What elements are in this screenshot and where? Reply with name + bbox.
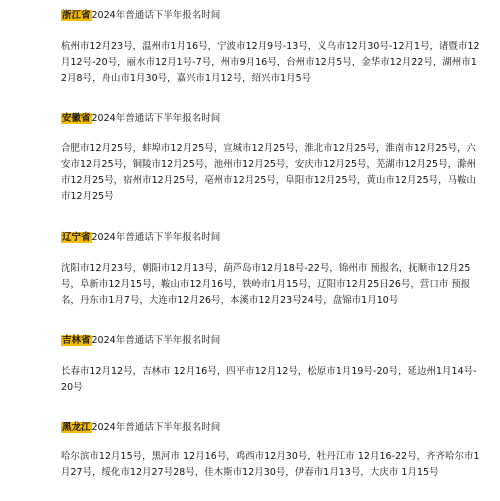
- heading-title: 2024年普通话下半年报名时间: [91, 113, 221, 124]
- heading-title: 2024年普通话下半年报名时间: [91, 422, 221, 433]
- province-label: 吉林省: [62, 335, 91, 346]
- section-liaoning: [61, 231, 481, 306]
- heading-title: 2024年普通话下半年报名时间: [91, 10, 221, 21]
- section-heading: [61, 421, 481, 434]
- section-zhejiang: [61, 9, 481, 84]
- province-label: 黑龙江: [62, 422, 91, 433]
- section-body: 哈尔滨市12月15号，黑河市 12月16号，鸡西市12月30号，牡丹江市 12月16-22号，齐齐哈尔市1月27号，绥化市12月27号28号，佳木斯市12月30号，伊春市1月13号，大庆市 1月15号: [61, 451, 480, 478]
- province-label: 辽宁省: [62, 232, 91, 243]
- heading-title: 2024年普通话下半年报名时间: [91, 232, 221, 243]
- section-body: 合肥市12月25号，蚌埠市12月25号，宣城市12月25号，淮北市12月25号，淮南市12月25号，六安市12月25号，铜陵市12月25号，池州市12月25号，安庆市12月25号，芜湖市12月25号，滁州市12月25号，宿州市12月25号，亳州市12月25号，阜阳市12月25号，黄山市12月25号，马鞍山市12月25号: [61, 143, 477, 202]
- section-heading: [61, 112, 481, 125]
- section-jilin: [61, 334, 481, 393]
- section-heading: [61, 231, 481, 244]
- section-heading: [61, 334, 481, 347]
- section-anhui: [61, 112, 481, 202]
- province-label: 安徽省: [62, 113, 91, 124]
- heading-title: 2024年普通话下半年报名时间: [91, 335, 221, 346]
- section-body: 长春市12月12号，吉林市 12月16号，四平市12月12号，松原市1月19号-20号，延边州1月14号-20号: [61, 366, 477, 393]
- section-heilongjiang: [61, 421, 481, 478]
- section-body: 杭州市12月23号，温州市1月16号，宁波市12月9号-13号，义乌市12月30号-12月1号，诸暨市12月12号-20号，丽水市12月1号-7号，州市9月16号，台州市12月5号，金华市12月22号，湖州市12月8号，舟山市1月30号，嘉兴市1月12号，绍兴市1月5号: [61, 41, 480, 84]
- section-body: 沈阳市12月23号，朝阳市12月13号，葫芦岛市12月18号-22号，锦州市 预报名，抚顺市12月25号，阜新市12月15号，鞍山市12月16号，铁岭市1月15号，辽阳市12月25日26号，营口市 预报名，丹东市1月7号，大连市12月26号，本溪市12月23号24号，盘锦市1月10号: [61, 263, 471, 306]
- section-heading: [61, 9, 481, 22]
- province-label: 浙江省: [62, 10, 91, 21]
